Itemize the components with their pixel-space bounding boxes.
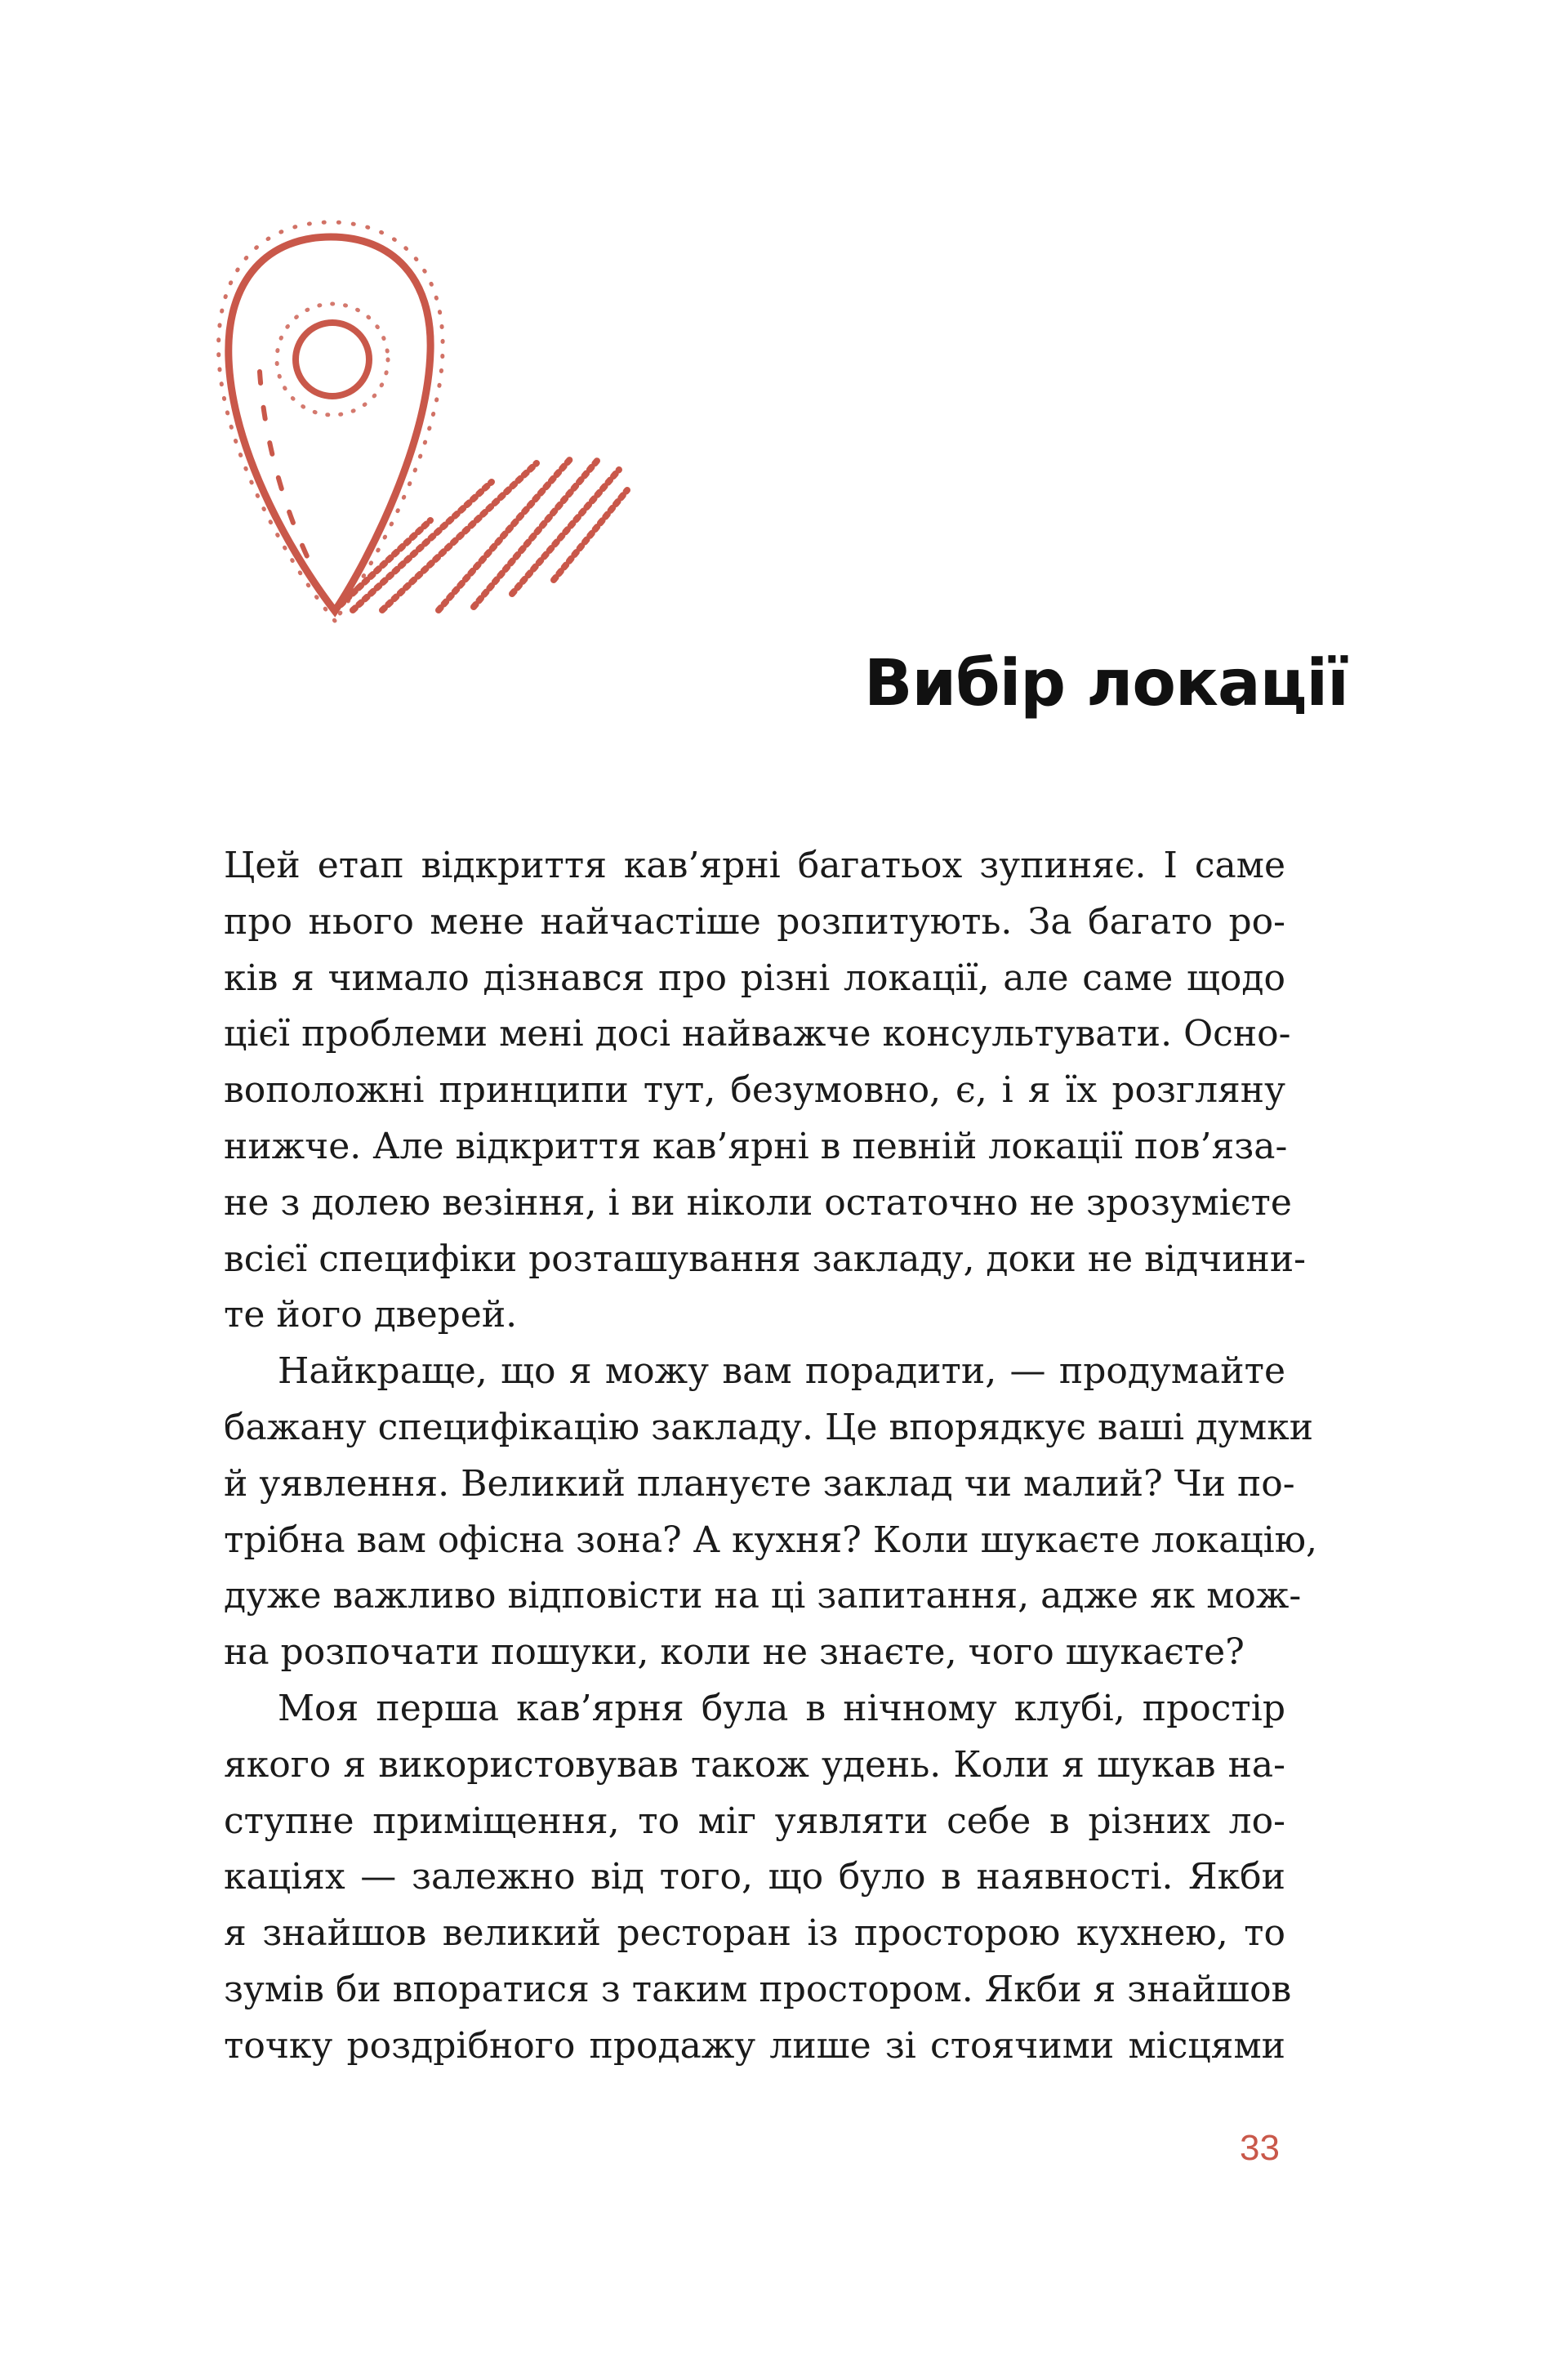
pin-circle [296,323,369,396]
paragraph [224,838,1307,1344]
text-line: цієї проблеми мені досі найважче консультувати. Осно- [224,1013,1291,1055]
text-line: про нього мене найчастіше розпитують. За багато ро- [224,900,1285,943]
text-line: воположні принципи тут, безумовно, є, і я їх розгляну [224,1069,1285,1112]
text-line: зумів би впоратися з таким простором. Якби я знайшов [224,1968,1292,2010]
text-line: на розпочати пошуки, коли не знаєте, чого шукаєте? [224,1631,1245,1674]
text-line: каціях — залежно від того, що було в наявності. Якби [224,1856,1285,1898]
text-line: якого я використовував також удень. Коли я шукав на- [224,1743,1285,1786]
location-pin-icon [0,0,898,735]
text-line: Цей етап відкриття кав’ярні багатьох зупиняє. І саме [224,845,1285,886]
text-line: не з долею везіння, і ви ніколи остаточно не зрозумієте [224,1181,1292,1224]
text-line: й уявлення. Великий плануєте заклад чи малий? Чи по- [224,1462,1295,1505]
paragraph [224,1681,1292,2075]
text-line: нижче. Але відкриття кав’ярні в певній локації пов’яза- [224,1125,1288,1167]
chapter-title: Вибір локації [864,647,1348,720]
page-number: 33 [1240,2128,1280,2168]
text-line: ків я чимало дізнався про різні локації, але саме щодо [224,957,1285,999]
body-text [224,838,1317,2075]
text-line: бажану специфікацію закладу. Це впорядкує ваші думки [224,1406,1314,1448]
text-line: точку роздрібного продажу лише зі стоячими місцями [224,2024,1285,2067]
text-line: я знайшов великий ресторан із просторою кухнею, то [224,1912,1285,1955]
text-line: Моя перша кав’ярня була в нічному клубі, простір [278,1687,1285,1729]
text-line: трібна вам офісна зона? А кухня? Коли шукаєте локацію, [224,1519,1317,1561]
pin-outline [229,237,430,611]
paragraph [224,1344,1317,1681]
text-line: Найкраще, що я можу вам порадити, — продумайте [278,1350,1285,1393]
text-line: те його дверей. [224,1294,518,1336]
text-line: ступне приміщення, то міг уявляти себе в різних ло- [224,1800,1285,1842]
text-line: всієї специфіки розташування закладу, доки не відчини- [224,1238,1307,1280]
text-line: дуже важливо відповісти на ці запитання, адже як мож- [224,1575,1302,1617]
